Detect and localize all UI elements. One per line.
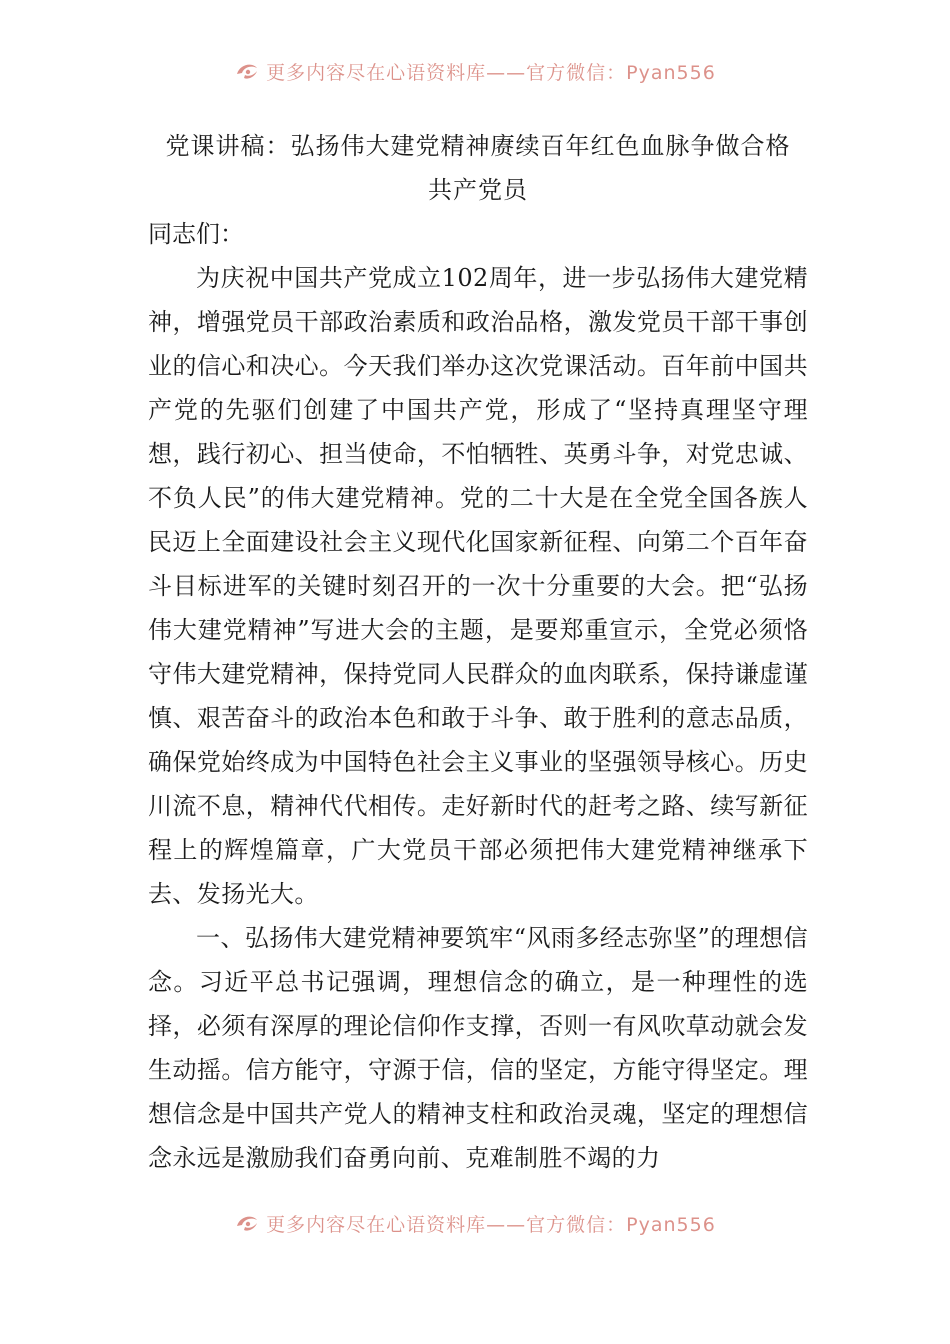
greeting: 同志们：: [148, 220, 244, 248]
document-title-line2: 共产党员: [428, 176, 528, 204]
watermark-text: 更多内容尽在心语资料库——官方微信：Pyan556: [266, 1213, 716, 1236]
watermark-header: [0, 56, 950, 86]
watermark-footer: [0, 1208, 950, 1238]
swirl-logo-icon: [234, 1212, 260, 1234]
paragraph-section-one: 一、弘扬伟大建党精神要筑牢“风雨多经志弥坚”的理想信念。习近平总书记强调，理想信念的确立，是一种理性的选择，必须有深厚的理论信仰作支撑，否则一有风吹草动就会发生动摇。信方能守，守源于信，信的坚定，方能守得坚定。理想信念是中国共产党人的精神支柱和政治灵魂，坚定的理想信念永远是激励我们奋勇向前、克难制胜不竭的力: [148, 924, 808, 1172]
swirl-logo-icon: [234, 60, 260, 82]
paragraph-intro: 为庆祝中国共产党成立102周年，进一步弘扬伟大建党精神，增强党员干部政治素质和政治品格，激发党员干部干事创业的信心和决心。今天我们举办这次党课活动。百年前中国共产党的先驱们创建了中国共产党，形成了“坚持真理坚守理想，践行初心、担当使命，不怕牺牲、英勇斗争，对党忠诚、不负人民”的伟大建党精神。党的二十大是在全党全国各族人民迈上全面建设社会主义现代化国家新征程、向第二个百年奋斗目标进军的关键时刻召开的一次十分重要的大会。把“弘扬伟大建党精神”写进大会的主题，是要郑重宣示，全党必须恪守伟大建党精神，保持党同人民群众的血肉联系，保持谦虚谨慎、艰苦奋斗的政治本色和敢于斗争、敢于胜利的意志品质，确保党始终成为中国特色社会主义事业的坚强领导核心。历史川流不息，精神代代相传。走好新时代的赶考之路、续写新征程上的辉煌篇章，广大党员干部必须把伟大建党精神继承下去、发扬光大。: [148, 264, 808, 908]
watermark-text: 更多内容尽在心语资料库——官方微信：Pyan556: [266, 61, 716, 84]
document-body: [148, 124, 808, 1180]
document-title-line1: 党课讲稿：弘扬伟大建党精神赓续百年红色血脉争做合格: [165, 132, 791, 160]
